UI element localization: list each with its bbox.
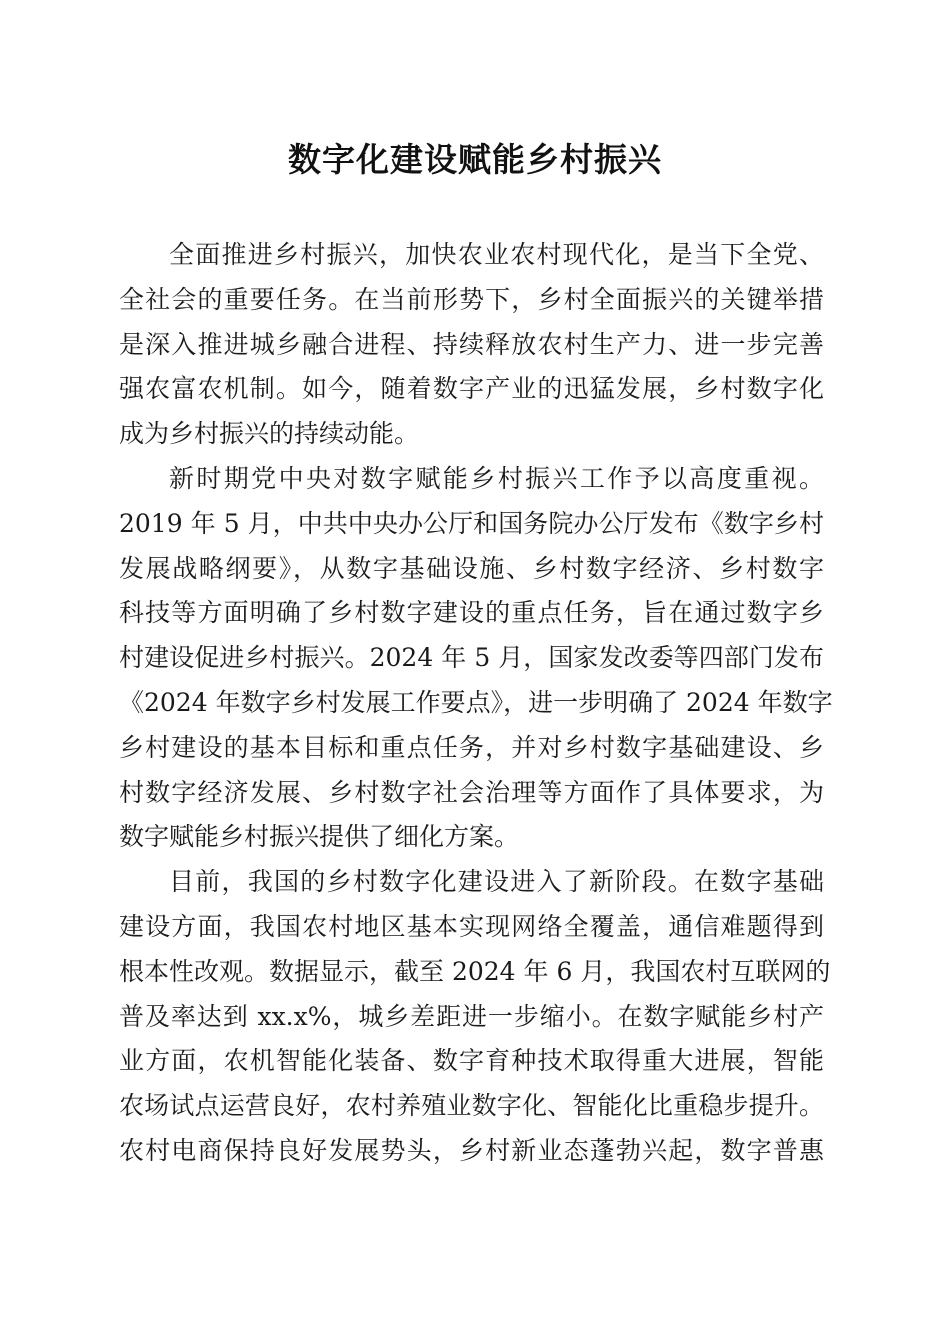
- body-text-line: 全社会的重要任务。在当前形势下，乡村全面振兴的关键举措: [119, 284, 824, 314]
- body-text-line: 根本性改观。数据显示，截至 2024 年 6 月，我国农村互联网的: [119, 956, 831, 986]
- body-text-line: 是深入推进城乡融合进程、持续释放农村生产力、进一步完善: [119, 329, 824, 359]
- body-text-line: 乡村建设的基本目标和重点任务，并对乡村数字基础建设、乡: [119, 732, 824, 762]
- body-text-line: 成为乡村振兴的持续动能。: [119, 419, 420, 449]
- body-text-line: 普及率达到 xx.x%，城乡差距进一步缩小。在数字赋能乡村产: [119, 1001, 824, 1031]
- document-title: 数字化建设赋能乡村振兴: [288, 140, 662, 179]
- body-text-line: 农村电商保持良好发展势头，乡村新业态蓬勃兴起，数字普惠: [119, 1136, 824, 1165]
- body-text-line: 《2024 年数字乡村发展工作要点》，进一步明确了 2024 年数字: [119, 688, 833, 717]
- body-text-line: 村数字经济发展、乡村数字社会治理等方面作了具体要求，为: [119, 777, 824, 807]
- body-text-line: 村建设促进乡村振兴。2024 年 5 月，国家发改委等四部门发布: [119, 643, 824, 673]
- body-text-line: 建设方面，我国农村地区基本实现网络全覆盖，通信难题得到: [119, 912, 824, 941]
- body-text-line: 全面推进乡村振兴，加快农业农村现代化，是当下全党、: [169, 240, 824, 269]
- body-text-line: 农场试点运营良好，农村养殖业数字化、智能化比重稳步提升。: [119, 1091, 824, 1121]
- body-text-line: 目前，我国的乡村数字化建设进入了新阶段。在数字基础: [169, 867, 824, 897]
- body-text-line: 强农富农机制。如今，随着数字产业的迅猛发展，乡村数字化: [119, 374, 824, 404]
- body-text-line: 科技等方面明确了乡村数字建设的重点任务，旨在通过数字乡: [119, 598, 824, 628]
- body-text-line: 业方面，农机智能化装备、数字育种技术取得重大进展，智能: [119, 1046, 824, 1076]
- body-text-line: 2019 年 5 月，中共中央办公厅和国务院办公厅发布《数字乡村: [119, 508, 824, 538]
- body-text-line: 新时期党中央对数字赋能乡村振兴工作予以高度重视。: [169, 464, 824, 493]
- body-text-line: 发展战略纲要》，从数字基础设施、乡村数字经济、乡村数字: [119, 553, 824, 583]
- body-text-line: 数字赋能乡村振兴提供了细化方案。: [119, 822, 520, 852]
